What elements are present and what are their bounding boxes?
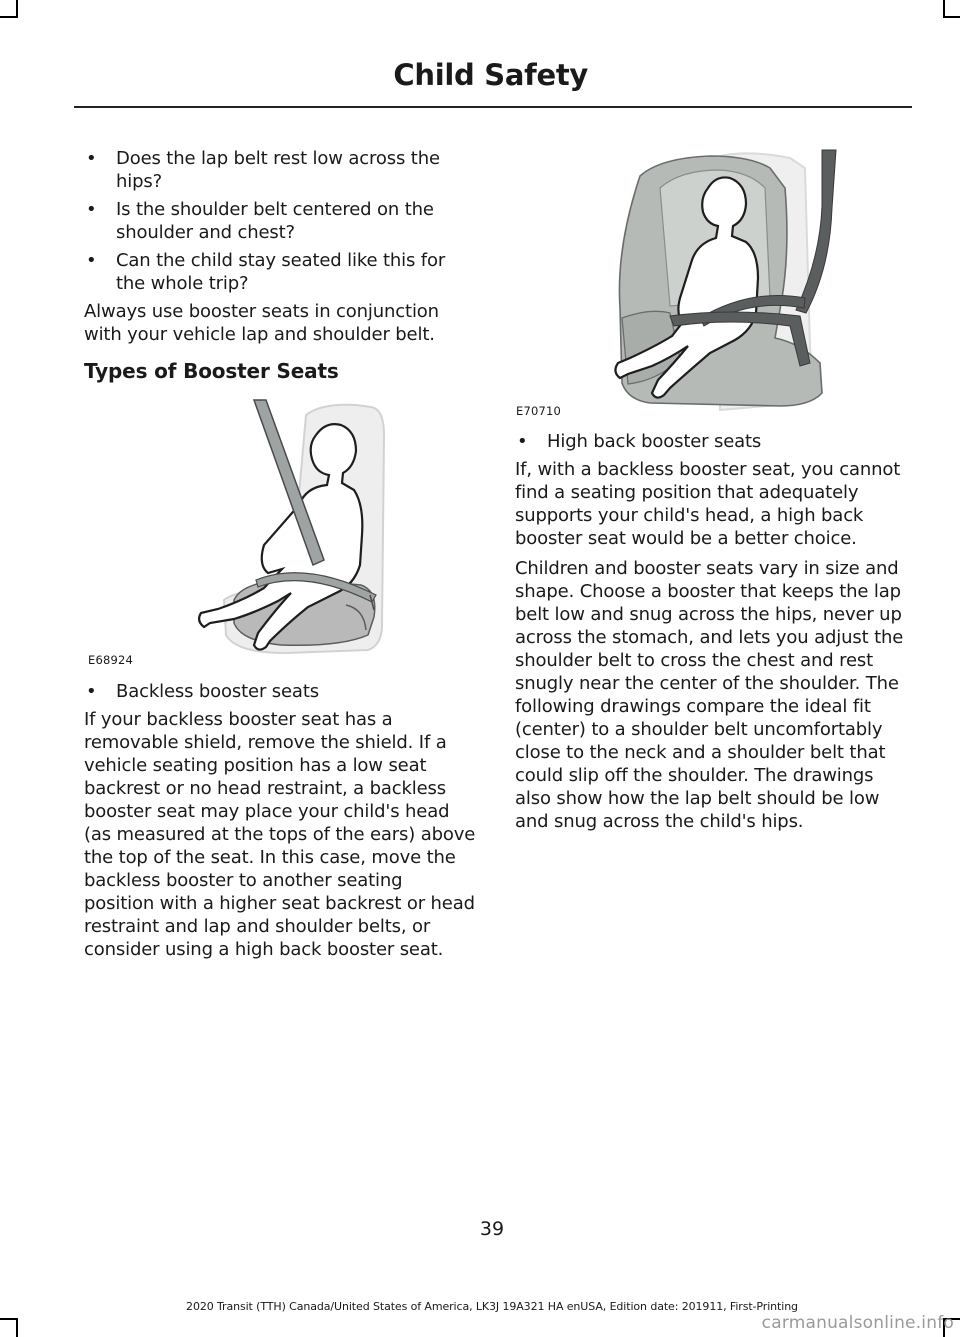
backless-paragraph: If your backless booster seat has a removable shield, remove the shield. If a vehicle seating position has a low seat backrest or no head restraint, a backless booster seat may place your child's head (as measured at the tops of the ears) above the top of the seat. In this case, move the backless booster to another seating position with a higher seat backrest or head restraint and lap and shoulder belts, or consider using a high back booster seat. [84, 709, 476, 960]
crop-mark [16, 1318, 18, 1337]
watermark: carmanualsonline.info [761, 1313, 954, 1333]
figure-code: E68924 [88, 653, 134, 667]
crop-mark [0, 1318, 18, 1320]
list-item: • Backless booster seats [84, 680, 476, 703]
crop-mark [943, 0, 945, 16]
left-column-continued [84, 680, 476, 968]
figure-caption-list [84, 680, 476, 703]
backless-booster-figure [88, 395, 486, 673]
crop-mark [16, 0, 18, 16]
checklist [84, 147, 476, 295]
section-heading: Types of Booster Seats [84, 359, 339, 383]
header-divider [74, 106, 912, 108]
list-item: • High back booster seats [515, 430, 907, 453]
intro-paragraph: Always use booster seats in conjunction with your vehicle lap and shoulder belt. [84, 301, 439, 345]
backless-booster-illustration [196, 395, 486, 673]
crop-mark [0, 16, 18, 18]
figure-code: E70710 [516, 404, 562, 418]
fit-comparison-paragraph: Children and booster seats vary in size and shape. Choose a booster that keeps the lap belt low and snug across the hips, never up across the stomach, and lets you adjust the shoulder belt to cross the chest and rest snugly near the center of the shoulder. The following drawings compare the ideal fit (center) to a shoulder belt uncomfortably close to the neck and a shoulder belt that could slip off the shoulder. The drawings also show how the lap belt should be low and snug across the child's hips. [515, 558, 904, 832]
list-item: • Does the lap belt rest low across the hips? [84, 147, 476, 193]
high-back-booster-figure [516, 148, 845, 418]
right-column [515, 430, 907, 840]
figure-caption-list [515, 430, 907, 453]
edition-footer: 2020 Transit (TTH) Canada/United States of America, LK3J 19A321 HA enUSA, Edition date: 201911, First-Printing [186, 1300, 798, 1313]
list-item: • Is the shoulder belt centered on the shoulder and chest? [84, 198, 476, 244]
list-item: • Can the child stay seated like this for the whole trip? [84, 249, 476, 295]
page-number: 39 [479, 1218, 505, 1240]
left-column [84, 147, 476, 383]
crop-mark [943, 16, 960, 18]
high-back-paragraph: If, with a backless booster seat, you cannot find a seating position that adequately supports your child's head, a high back booster seat would be a better choice. [515, 459, 901, 549]
high-back-booster-illustration [600, 148, 845, 413]
page-title: Child Safety [393, 58, 588, 92]
